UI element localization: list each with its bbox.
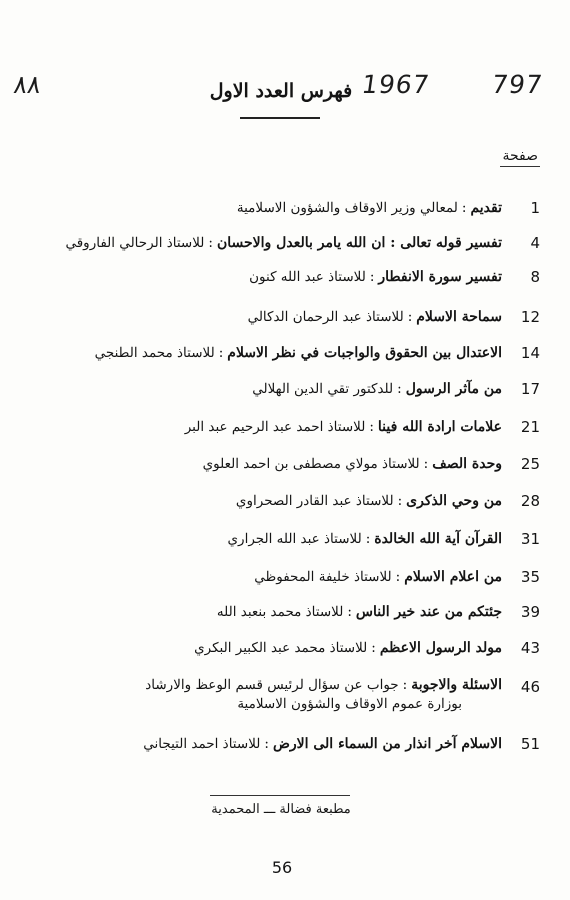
entry-page: 4	[530, 234, 540, 252]
entry-title: من مآثر الرسول	[405, 381, 502, 397]
handwritten-number: 797	[489, 70, 545, 99]
entry-page: 12	[520, 308, 540, 326]
entry-title: مولد الرسول الاعظم	[379, 640, 502, 656]
handwritten-note-left: ٨٨	[11, 70, 43, 99]
toc-entry	[14, 733, 540, 759]
entry-separator: :	[423, 456, 429, 472]
entry-author: للاستاذ احمد التيجاني	[143, 736, 261, 752]
entry-title: علامات ارادة الله فينا	[377, 419, 502, 435]
entry-author: للاستاذ محمد الطنجي	[94, 345, 215, 361]
entry-author: للاستاذ احمد عبد الرحيم عبد البر	[184, 419, 366, 435]
entry-page: 8	[530, 268, 540, 286]
toc-entry	[14, 378, 540, 404]
entry-page: 25	[520, 455, 540, 473]
entry-author: لمعالي وزير الاوقاف والشؤون الاسلامية	[236, 200, 458, 216]
entry-page: 51	[520, 735, 540, 753]
entry-separator: :	[208, 235, 213, 251]
toc-entry	[14, 306, 540, 332]
entry-author-line2: بوزارة عموم الاوقاف والشؤون الاسلامية	[237, 696, 462, 712]
entry-title: جئتكم من عند خير الناس	[355, 604, 502, 620]
entry-separator: :	[395, 569, 401, 585]
entry-author: للاستاذ عبد الله الجراري	[227, 531, 362, 547]
entry-separator: :	[397, 381, 402, 397]
entry-page: 46	[520, 678, 540, 696]
entry-separator: :	[397, 493, 403, 509]
toc-entry	[14, 601, 540, 627]
entry-page: 35	[520, 568, 540, 586]
title-underline	[240, 117, 320, 119]
toc-entry	[14, 232, 540, 258]
toc-entry	[14, 197, 540, 223]
page-number: 56	[271, 858, 293, 877]
toc-entry	[14, 566, 540, 592]
toc-entry	[14, 266, 540, 292]
entry-separator: :	[369, 269, 375, 285]
entry-title: من وحي الذكرى	[406, 493, 502, 509]
entry-separator: :	[365, 531, 371, 547]
entry-page: 1	[530, 199, 540, 217]
toc-entry	[14, 637, 540, 663]
entry-author: للاستاذ محمد بنعبد الله	[216, 604, 344, 620]
entry-separator: :	[347, 604, 352, 620]
entry-separator: :	[461, 200, 467, 216]
entry-author: للاستاذ مولاي مصطفى بن احمد العلوي	[202, 456, 420, 472]
entry-title: من اعلام الاسلام	[404, 569, 502, 585]
toc-entry	[14, 342, 540, 368]
entry-page: 14	[520, 344, 540, 362]
entry-page: 28	[520, 492, 540, 510]
entry-title: الاعتدال بين الحقوق والواجبات في نظر الاسلام	[227, 345, 502, 361]
entry-title: سماحة الاسلام	[416, 309, 502, 325]
entry-title: الاسلام آخر انذار من السماء الى الارض	[272, 736, 502, 752]
handwritten-year: 1967	[359, 70, 432, 99]
entry-separator: :	[369, 419, 374, 435]
entry-title: تفسير قوله تعالى : ان الله يامر بالعدل والاحسان	[216, 235, 502, 251]
entry-title: وحدة الصف	[432, 456, 502, 472]
entry-author: للاستاذ محمد عبد الكبير البكري	[194, 640, 368, 656]
entry-separator: :	[218, 345, 224, 361]
entry-author: للاستاذ خليفة المحفوظي	[254, 569, 392, 585]
entry-author: للاستاذ عبد الله كنون	[249, 269, 366, 285]
entry-author: للاستاذ عبد الرحمان الدكالي	[247, 309, 404, 325]
entry-page: 43	[520, 639, 540, 657]
press-divider	[210, 795, 350, 796]
entry-separator: :	[407, 309, 413, 325]
index-title: فهرس العدد الاول	[209, 80, 353, 102]
entry-separator: :	[402, 677, 408, 693]
entry-author: للاستاذ الرحالي الفاروقي	[65, 235, 205, 251]
entry-title: تقديم	[470, 200, 502, 216]
entry-author: جواب عن سؤال لرئيس قسم الوعظ والارشاد	[145, 677, 399, 693]
toc-entry	[14, 416, 540, 442]
entry-separator: :	[371, 640, 376, 656]
toc-entry	[14, 676, 540, 722]
page-column-label: صفحة	[500, 148, 540, 167]
entry-title: القرآن آية الله الخالدة	[374, 531, 502, 547]
entry-page: 21	[520, 418, 540, 436]
toc-entry	[14, 453, 540, 479]
entry-page: 39	[520, 603, 540, 621]
entry-page: 31	[520, 530, 540, 548]
entry-title: تفسير سورة الانفطار	[378, 269, 502, 285]
entry-author: للدكتور تقي الدين الهلالي	[252, 381, 394, 397]
entry-author: للاستاذ عبد القادر الصحراوي	[235, 493, 394, 509]
toc-entry	[14, 490, 540, 516]
entry-title: الاسئلة والاجوبة	[411, 677, 502, 693]
entry-page: 17	[520, 380, 540, 398]
toc-entry	[14, 528, 540, 554]
press-imprint: مطبعة فضالة ـــ المحمدية	[211, 802, 351, 817]
entry-separator: :	[264, 736, 269, 752]
